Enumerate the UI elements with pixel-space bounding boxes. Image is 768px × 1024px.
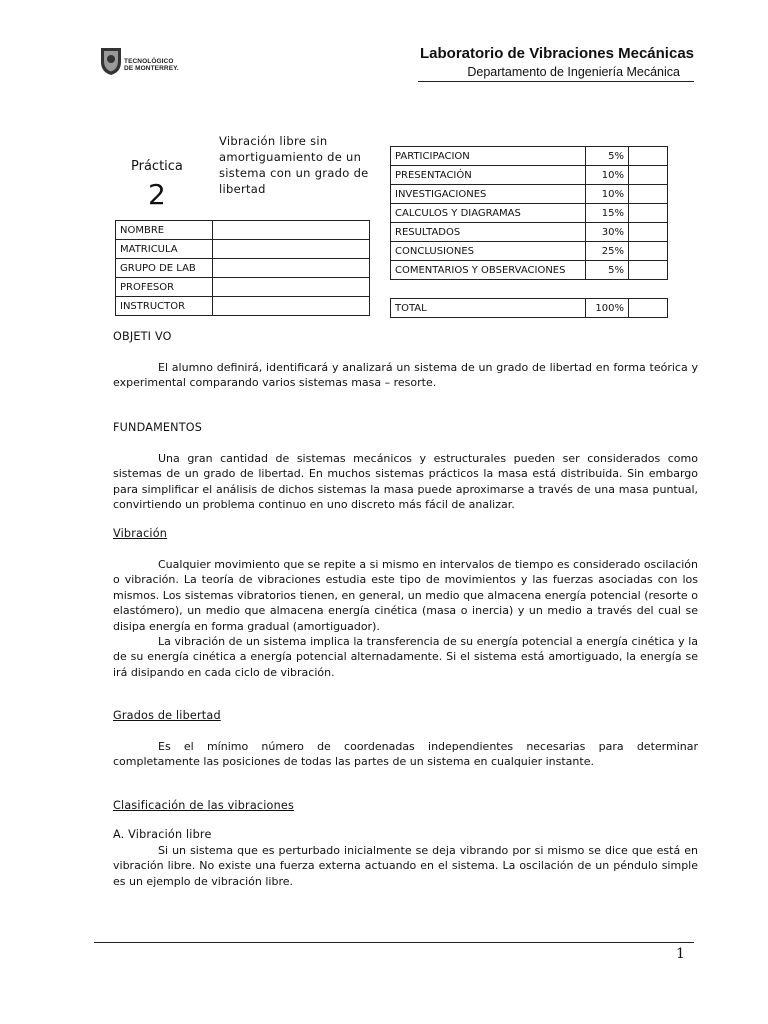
criterion-label: INVESTIGACIONES	[391, 185, 586, 204]
fundamentos-text: Una gran cantidad de sistemas mecánicos y estructurales pueden ser considerados como sistemas de un grado de libertad. En muchos sistemas prácticos la masa está distribuida. Sin embargo para simplificar el análisis de dichos sistemas la masa puede aproximarse a través de una masa puntual, convirtiendo un problema continuo en uno discreto más fácil de analizar.	[113, 452, 698, 512]
total-percent: 100%	[586, 299, 629, 318]
field-value[interactable]	[213, 297, 370, 316]
institution-logo	[98, 44, 208, 80]
criterion-score[interactable]	[629, 147, 668, 166]
grados-text: Es el mínimo número de coordenadas independientes necesarias para determinar completamente las posiciones de todas las partes de un sistema en cualquier instante.	[113, 740, 698, 769]
objetivo-paragraph	[113, 360, 698, 391]
header-title: Laboratorio de Vibraciones Mecánicas	[420, 45, 694, 62]
total-score[interactable]	[629, 299, 668, 318]
field-value[interactable]	[213, 221, 370, 240]
field-value[interactable]	[213, 278, 370, 297]
vibracion-text-2: La vibración de un sistema implica la transferencia de su energía potencial a energía cinética y la de su energía cinética a energía potencial alternadamente. Si el sistema está amortiguado, la energía se irá disipando en cada ciclo de vibración.	[113, 635, 698, 679]
logo-text	[124, 58, 179, 72]
header-subtitle: Departamento de Ingeniería Mecánica	[467, 65, 680, 79]
table-row	[116, 297, 370, 316]
student-info-table	[115, 220, 370, 316]
criterion-label: PARTICIPACION	[391, 147, 586, 166]
grading-table	[390, 146, 668, 280]
field-value[interactable]	[213, 259, 370, 278]
table-row	[391, 147, 668, 166]
page-number: 1	[676, 946, 685, 962]
grados-paragraph	[113, 739, 698, 770]
field-label: GRUPO DE LAB	[116, 259, 213, 278]
criterion-score[interactable]	[629, 185, 668, 204]
criterion-label: CONCLUSIONES	[391, 242, 586, 261]
criterion-label: COMENTARIOS Y OBSERVACIONES	[391, 261, 586, 280]
field-label: MATRICULA	[116, 240, 213, 259]
criterion-score[interactable]	[629, 242, 668, 261]
field-value[interactable]	[213, 240, 370, 259]
objetivo-heading: OBJETI VO	[113, 330, 172, 343]
vibracion-paragraphs	[113, 557, 698, 680]
vibracion-libre-text: Si un sistema que es perturbado inicialmente se deja vibrando por si mismo se dice que está en vibración libre. No existe una fuerza externa actuando en el sistema. La oscilación de un péndulo simple es un ejemplo de vibración libre.	[113, 844, 698, 888]
practice-number: 2	[148, 178, 166, 211]
field-label: PROFESOR	[116, 278, 213, 297]
vibracion-heading: Vibración	[113, 527, 168, 540]
table-row	[391, 242, 668, 261]
vibracion-text-1: Cualquier movimiento que se repite a si mismo en intervalos de tiempo es considerado oscilación o vibración. La teoría de vibraciones estudia este tipo de movimientos y las fuerzas asociadas con los mismos. Los sistemas vibratorios tienen, en general, un medio que almacena energía potencial (resorte o elastómero), un medio que almacena energía cinética (masa o inercia) y un medio a través del cual se disipa energía en forma gradual (amortiguador).	[113, 558, 698, 633]
criterion-percent: 15%	[586, 204, 629, 223]
objetivo-text: El alumno definirá, identificará y analizará un sistema de un grado de libertad en forma teórica y experimental comparando varios sistemas masa – resorte.	[113, 361, 698, 390]
table-row	[116, 221, 370, 240]
table-row	[116, 259, 370, 278]
table-row	[116, 240, 370, 259]
grados-heading: Grados de libertad	[113, 709, 221, 722]
criterion-label: RESULTADOS	[391, 223, 586, 242]
criterion-label: PRESENTACIÓN	[391, 166, 586, 185]
criterion-percent: 10%	[586, 166, 629, 185]
fundamentos-paragraph	[113, 451, 698, 513]
table-row	[391, 166, 668, 185]
table-row	[116, 278, 370, 297]
criterion-percent: 5%	[586, 147, 629, 166]
field-label: INSTRUCTOR	[116, 297, 213, 316]
footer-rule	[94, 942, 694, 943]
practice-title: Vibración libre sin amortiguamiento de un sistema con un grado de libertad	[219, 134, 369, 196]
header-rule	[418, 81, 694, 82]
seal-icon	[98, 44, 124, 76]
vibracion-libre-paragraph	[113, 843, 698, 889]
criterion-percent: 30%	[586, 223, 629, 242]
practice-label: Práctica	[131, 159, 183, 174]
table-row	[391, 185, 668, 204]
field-label: NOMBRE	[116, 221, 213, 240]
table-row	[391, 261, 668, 280]
criterion-label: CALCULOS Y DIAGRAMAS	[391, 204, 586, 223]
criterion-score[interactable]	[629, 204, 668, 223]
criterion-score[interactable]	[629, 166, 668, 185]
criterion-percent: 5%	[586, 261, 629, 280]
fundamentos-heading: FUNDAMENTOS	[113, 421, 203, 434]
criterion-score[interactable]	[629, 261, 668, 280]
total-label: TOTAL	[391, 299, 586, 318]
clasificacion-heading: Clasificación de las vibraciones	[113, 799, 294, 812]
criterion-score[interactable]	[629, 223, 668, 242]
table-row	[391, 223, 668, 242]
total-table	[390, 298, 668, 318]
logo-text-line2: DE MONTERREY.	[124, 65, 179, 72]
criterion-percent: 10%	[586, 185, 629, 204]
logo-text-line1: TECNOLÓGICO	[124, 58, 174, 65]
table-row	[391, 204, 668, 223]
vibracion-libre-heading: A. Vibración libre	[113, 828, 212, 841]
criterion-percent: 25%	[586, 242, 629, 261]
table-row	[391, 299, 668, 318]
